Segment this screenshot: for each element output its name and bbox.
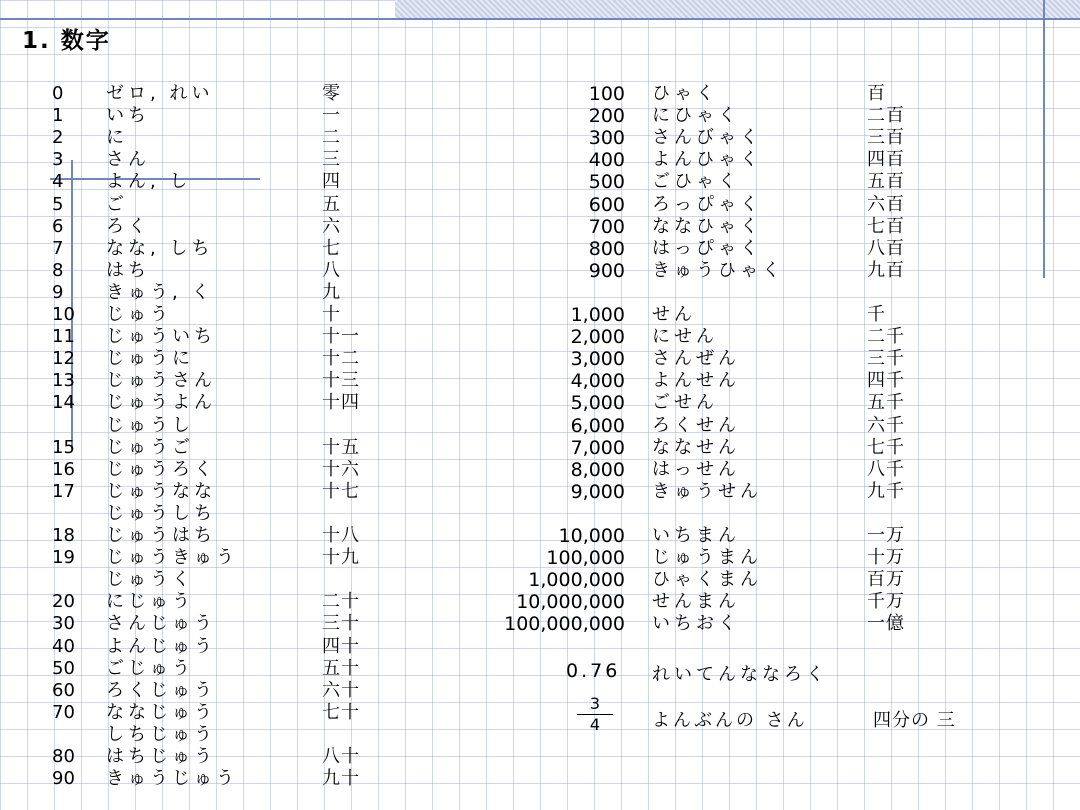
row-num: 3 [52, 149, 64, 171]
row-kanji: 十万 [867, 547, 905, 569]
row-kanji: 九十 [322, 768, 360, 790]
row-kana: いちおく [652, 613, 740, 635]
row-kana: いち [106, 105, 150, 127]
row-kanji: 百万 [867, 569, 905, 591]
row-num: 11 [52, 326, 75, 348]
row-kanji: 二 [322, 127, 341, 149]
header-decoration-band [395, 0, 1080, 18]
row-kana: よんひゃく [652, 149, 762, 171]
row-num: 0 [52, 83, 64, 104]
row-kanji: 六千 [867, 414, 905, 436]
row-kana: にじゅう [106, 591, 194, 613]
row-kanji: 千 [867, 304, 886, 325]
row-kana: はっぴゃく [652, 237, 762, 259]
row-num: 10,000 [558, 525, 625, 547]
row-num: 1 [52, 105, 64, 127]
row-kana: じゅうし [106, 414, 194, 436]
row-num: 9 [52, 281, 64, 303]
row-num: 50 [52, 657, 75, 679]
row-kana: ななじゅう [106, 701, 216, 723]
row-kanji: 十四 [322, 392, 360, 414]
row-kanji: 四 [322, 171, 341, 193]
row-num: 14 [52, 392, 75, 414]
fraction [577, 695, 613, 734]
row-kanji: 四百 [867, 149, 905, 171]
row-num: 30 [52, 613, 75, 635]
row-kana: さん [106, 149, 150, 171]
row-kanji: 九千 [867, 480, 905, 502]
row-num: 200 [588, 105, 625, 128]
row-kanji: 三百 [867, 127, 905, 149]
row-kanji: 五十 [322, 657, 360, 679]
row-kana: ろくじゅう [106, 679, 216, 701]
row-kanji: 五 [322, 193, 341, 215]
row-kanji: 五千 [867, 392, 905, 414]
row-num: 13 [52, 370, 75, 392]
row-num: 5,000 [570, 392, 625, 415]
row-num: 400 [588, 149, 625, 172]
row-num: 6,000 [570, 414, 625, 437]
row-kana: ひゃく [652, 83, 718, 104]
row-num: 18 [52, 525, 75, 546]
row-kana: せんまん [652, 591, 740, 613]
row-kana: ごせん [652, 392, 718, 414]
row-kanji: 十八 [322, 525, 360, 546]
fraction-denominator: 4 [589, 715, 601, 734]
row-kana: ひゃくまん [652, 569, 762, 591]
row-num: 40 [52, 635, 75, 657]
row-kanji: 三十 [322, 613, 360, 635]
row-kana: ろっぴゃく [652, 193, 762, 215]
row-kana: じゅうく [106, 569, 194, 591]
row-kana: いちまん [652, 525, 740, 546]
row-kana: ななひゃく [652, 215, 762, 237]
row-num: 10 [52, 304, 75, 325]
row-num: 4 [52, 171, 64, 193]
row-kanji: 九百 [867, 259, 905, 281]
row-kanji: 六十 [322, 679, 360, 701]
row-num: 100,000,000 [504, 613, 625, 636]
row-kana: ゼロ, れい [106, 83, 214, 104]
row-num: 600 [588, 193, 625, 216]
row-num: 7 [52, 237, 64, 259]
row-num: 10,000,000 [516, 591, 625, 614]
row-num: 70 [52, 701, 75, 723]
row-num: 60 [52, 679, 75, 701]
row-num: 8,000 [570, 458, 625, 481]
row-num: 80 [52, 746, 75, 767]
row-kana: しちじゅう [106, 723, 216, 745]
row-kana: さんじゅう [106, 613, 216, 635]
row-num: 5 [52, 193, 64, 215]
row-kanji: 七百 [867, 215, 905, 237]
row-kanji: 十五 [322, 436, 360, 458]
row-num: 3,000 [570, 348, 625, 371]
row-kana: じゅうさん [106, 370, 216, 392]
fraction-reading: よんぶんの さん [652, 710, 808, 731]
row-kanji: 七十 [322, 701, 360, 723]
row-kanji: 千万 [867, 591, 905, 613]
row-kanji: 八十 [322, 746, 360, 767]
row-kanji: 六百 [867, 193, 905, 215]
row-kana: じゅうろく [106, 458, 216, 480]
row-num: 700 [588, 215, 625, 238]
row-num: 16 [52, 458, 75, 480]
row-kana: にひゃく [652, 105, 740, 127]
row-kana: じゅうご [106, 436, 194, 458]
row-kana: じゅう [106, 304, 172, 325]
row-kanji: 二千 [867, 326, 905, 348]
row-kanji: 十六 [322, 458, 360, 480]
row-kana: ななせん [652, 436, 740, 458]
row-kanji: 八百 [867, 237, 905, 259]
row-kanji: 二十 [322, 591, 360, 613]
row-kana: ご [106, 193, 128, 215]
row-kana: にせん [652, 326, 718, 348]
row-num: 2 [52, 127, 64, 149]
row-num: 500 [588, 171, 625, 194]
row-num: 900 [588, 259, 625, 282]
row-kanji: 八千 [867, 458, 905, 480]
row-num: 12 [52, 348, 75, 370]
row-kana: きゅうひゃく [652, 259, 784, 281]
row-kanji: 六 [322, 215, 341, 237]
row-kana: じゅうはち [106, 525, 216, 546]
row-kanji: 五百 [867, 171, 905, 193]
row-num: 100,000 [546, 547, 625, 570]
row-kanji: 一万 [867, 525, 905, 546]
row-num: 17 [52, 480, 75, 502]
row-kana: はっせん [652, 458, 740, 480]
row-num: 1,000 [570, 304, 625, 326]
row-kanji: 三 [322, 149, 341, 171]
row-num: 19 [52, 547, 75, 569]
row-kanji: 十九 [322, 547, 360, 569]
row-num: 15 [52, 436, 75, 458]
row-kana: じゅうよん [106, 392, 216, 414]
row-num: 6 [52, 215, 64, 237]
row-kana: せん [652, 304, 696, 325]
row-num: 20 [52, 591, 75, 613]
row-kana: ごひゃく [652, 171, 740, 193]
row-kana: じゅうしち [106, 502, 216, 524]
row-kana: じゅうに [106, 348, 194, 370]
row-kana: なな, しち [106, 237, 214, 259]
fraction-kanji: 四分の 三 [873, 710, 956, 731]
row-kanji: 十一 [322, 326, 360, 348]
row-kana: じゅういち [106, 326, 216, 348]
row-kanji: 百 [867, 83, 886, 104]
row-num: 9,000 [570, 480, 625, 503]
right-vertical-rule [1043, 0, 1045, 278]
row-kanji: 一億 [867, 613, 905, 635]
row-num: 4,000 [570, 370, 625, 393]
row-kana: さんぜん [652, 348, 740, 370]
row-kana: じゅうきゅう [106, 547, 238, 569]
row-kana: はちじゅう [106, 746, 216, 767]
row-num: 300 [588, 127, 625, 150]
row-kanji: 十三 [322, 370, 360, 392]
row-kana: さんびゃく [652, 127, 762, 149]
row-kanji: 七 [322, 237, 341, 259]
row-kana: ろく [106, 215, 150, 237]
decimal-number: 0.76 [566, 660, 621, 682]
header-rule [0, 18, 1080, 20]
row-kana: きゅうじゅう [106, 768, 238, 790]
row-num: 100 [588, 83, 625, 105]
row-kana: じゅうなな [106, 480, 216, 502]
row-kana: じゅうまん [652, 547, 762, 569]
row-kanji: 二百 [867, 105, 905, 127]
row-kana: きゅうせん [652, 480, 762, 502]
row-kana: きゅう, く [106, 281, 214, 303]
row-kanji: 一 [322, 105, 341, 127]
row-num: 2,000 [570, 326, 625, 349]
row-kana: よんせん [652, 370, 740, 392]
row-kanji: 十 [322, 304, 341, 325]
row-kanji: 零 [322, 83, 341, 104]
row-kanji: 四千 [867, 370, 905, 392]
row-kanji: 九 [322, 281, 341, 303]
row-num: 7,000 [570, 436, 625, 459]
row-kana: よん, し [106, 171, 192, 193]
row-kanji: 三千 [867, 348, 905, 370]
row-kana: に [106, 127, 128, 149]
row-kana: ごじゅう [106, 657, 194, 679]
row-kanji: 四十 [322, 635, 360, 657]
row-kanji: 八 [322, 259, 341, 281]
row-num: 800 [588, 237, 625, 260]
row-kana: はち [106, 259, 150, 281]
row-kanji: 十二 [322, 348, 360, 370]
row-num: 1,000,000 [528, 569, 625, 592]
decimal-reading: れいてんななろく [652, 664, 828, 685]
row-num: 8 [52, 259, 64, 281]
row-kanji: 七千 [867, 436, 905, 458]
row-kana: よんじゅう [106, 635, 216, 657]
page-title: 1. 数字 [22, 28, 111, 54]
row-kana: ろくせん [652, 414, 740, 436]
row-kanji: 十七 [322, 480, 360, 502]
row-num: 90 [52, 768, 75, 790]
fraction-numerator: 3 [589, 694, 601, 713]
